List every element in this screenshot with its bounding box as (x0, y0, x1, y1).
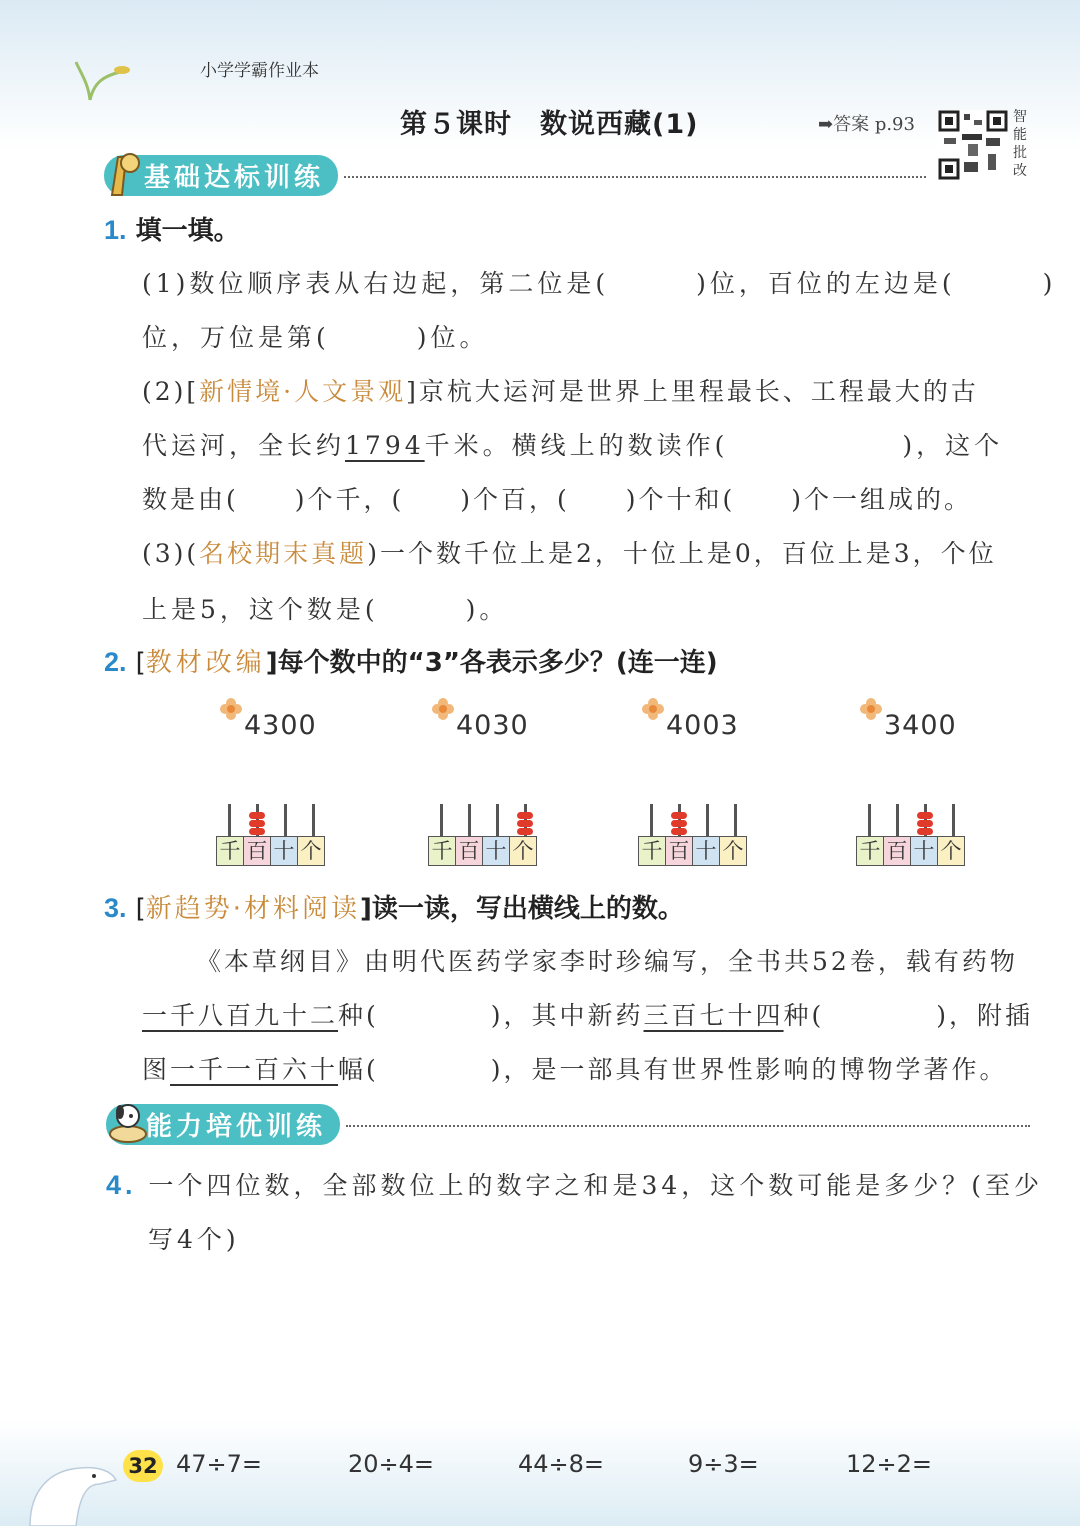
abacus-rods (428, 804, 540, 836)
calc-item: 47÷7= (176, 1450, 263, 1478)
goose-icon (20, 1440, 120, 1526)
smart-char: 改 (1013, 163, 1027, 179)
q1-part3-text: )一个数千位上是2，十位上是0，百位上是3，个位 (367, 539, 997, 568)
abacus-bead (249, 828, 265, 835)
underlined-text: 一千八百九十二 (142, 1001, 339, 1030)
q4-line1 (106, 1166, 1043, 1202)
tag-new-scenario: 新情境·人文景观 (199, 377, 407, 406)
abacus[interactable] (216, 804, 328, 866)
smart-char: 批 (1013, 145, 1027, 161)
abacus-rod (312, 804, 315, 836)
abacus-bead (917, 820, 933, 827)
calc-item: 12÷2= (846, 1450, 933, 1478)
abacus[interactable] (856, 804, 968, 866)
abacus[interactable] (638, 804, 750, 866)
pencil-icon (104, 151, 144, 197)
abacus-rod (952, 804, 955, 836)
divider (344, 176, 926, 178)
q4-number: 4. (106, 1170, 137, 1200)
text: 种( )，其中新药 (338, 1001, 644, 1030)
place-label: 百 (244, 837, 271, 865)
place-label: 十 (693, 837, 720, 865)
q2-heading (104, 642, 718, 679)
tag-reading: 新趋势·材料阅读 (145, 894, 361, 924)
q4-text: 一个四位数，全部数位上的数字之和是34，这个数可能是多少？(至少 (148, 1171, 1044, 1200)
text: 代运河，全长约 (142, 431, 346, 460)
q2-number-item[interactable]: 4030 (456, 710, 529, 741)
abacus-place-labels (856, 836, 965, 866)
place-label: 个 (720, 837, 746, 865)
bracket: (3)( (142, 539, 200, 568)
abacus-rod (706, 804, 709, 836)
divider (346, 1125, 1030, 1127)
answer-reference (818, 110, 915, 136)
abacus-bead (249, 820, 265, 827)
q1-heading (104, 210, 240, 247)
bracket: (2)[ (142, 377, 200, 406)
section-banner-advanced (106, 1104, 1030, 1144)
q3-number: 3. (104, 893, 127, 923)
place-label: 个 (938, 837, 964, 865)
abacus-rod (734, 804, 737, 836)
abacus-rod (284, 804, 287, 836)
lesson-title: 第５课时 数说西藏(1) (400, 109, 699, 140)
abacus-rod (440, 804, 443, 836)
q3-heading (104, 888, 684, 925)
puppy-icon (106, 1100, 148, 1146)
flower-icon (220, 698, 242, 720)
tag-exam: 名校期末真题 (199, 539, 368, 568)
q2-number: 2. (104, 647, 127, 677)
calc-item: 44÷8= (518, 1450, 605, 1478)
smart-char: 能 (1013, 127, 1027, 143)
abacus-place-labels (638, 836, 747, 866)
q2-number-item[interactable]: 4003 (666, 710, 739, 741)
q3-line2 (142, 996, 1033, 1032)
section-title-basic: 基础达标训练 (104, 155, 338, 196)
abacus-bead (517, 828, 533, 835)
place-label: 千 (639, 837, 666, 865)
place-label: 千 (857, 837, 884, 865)
abacus-rods (638, 804, 750, 836)
q1-part1-line1: (1)数位顺序表从右边起，第二位是( )位，百位的左边是( ) (142, 269, 1057, 298)
place-label: 十 (483, 837, 510, 865)
page-number: 32 (123, 1450, 163, 1482)
answer-ref-text: 答案 p.93 (833, 114, 915, 135)
place-label: 十 (271, 837, 298, 865)
abacus-rod (468, 804, 471, 836)
place-label: 个 (510, 837, 536, 865)
place-label: 个 (298, 837, 324, 865)
place-label: 十 (911, 837, 938, 865)
q1-part3-line1 (142, 534, 997, 570)
q2-title: ]每个数中的“3”各表示多少？(连一连) (265, 648, 718, 678)
q2-number-item[interactable]: 4300 (244, 710, 317, 741)
calc-item: 9÷3= (688, 1450, 759, 1478)
abacus-rods (856, 804, 968, 836)
abacus-bead (671, 812, 687, 819)
q1-part2-line2 (142, 426, 1003, 462)
abacus-bead (917, 812, 933, 819)
place-label: 百 (456, 837, 483, 865)
q3-title: ]读一读，写出横线上的数。 (360, 894, 684, 924)
q3-line1: 《本草纲目》由明代医药学家李时珍编写，全书共52卷，载有药物 (196, 947, 1018, 976)
bracket: [ (135, 894, 146, 924)
abacus-rod (868, 804, 871, 836)
flower-icon (860, 698, 882, 720)
smart-grading-label (1013, 108, 1031, 180)
q4-line2: 写4个) (148, 1225, 240, 1254)
flower-icon (642, 698, 664, 720)
place-label: 千 (217, 837, 244, 865)
place-label: 百 (666, 837, 693, 865)
abacus-place-labels (428, 836, 537, 866)
underlined-number: 1794 (345, 431, 425, 460)
q1-part2-line3: 数是由( )个千，( )个百，( )个十和( )个一组成的。 (142, 485, 973, 514)
abacus-place-labels (216, 836, 325, 866)
abacus-rod (228, 804, 231, 836)
abacus-rods (216, 804, 328, 836)
place-label: 百 (884, 837, 911, 865)
tag-textbook: 教材改编 (145, 648, 266, 678)
q3-line3 (142, 1050, 1008, 1086)
q1-part2-line1 (142, 372, 979, 408)
q1-part2-text: ]京杭大运河是世界上里程最长、工程最大的古 (406, 377, 979, 406)
abacus-bead (517, 812, 533, 819)
abacus-rod (650, 804, 653, 836)
text: 图 (142, 1055, 171, 1084)
abacus-rod (896, 804, 899, 836)
arrow-icon: ➡ (818, 114, 834, 135)
text: 千米。横线上的数读作( )，这个 (424, 431, 1004, 460)
q1-title: 填一填。 (135, 216, 240, 246)
calc-item: 20÷4= (348, 1450, 435, 1478)
qr-code-icon[interactable] (938, 110, 1008, 180)
text: 种( )，附插 (783, 1001, 1034, 1030)
place-label: 千 (429, 837, 456, 865)
text: 幅( )，是一部具有世界性影响的博物学著作。 (338, 1055, 1008, 1084)
plant-icon (70, 52, 140, 102)
abacus-bead (671, 828, 687, 835)
bracket: [ (135, 648, 146, 678)
q1-number: 1. (104, 215, 127, 245)
q2-number-item[interactable]: 3400 (884, 710, 957, 741)
section-banner-basic (104, 155, 926, 195)
flower-icon (432, 698, 454, 720)
book-title: 小学学霸作业本 (200, 61, 319, 81)
abacus-bead (917, 828, 933, 835)
abacus-rod (496, 804, 499, 836)
smart-char: 智 (1013, 109, 1027, 125)
underlined-text: 三百七十四 (643, 1001, 784, 1030)
section-title-advanced: 能力培优训练 (106, 1104, 340, 1145)
underlined-text: 一千一百六十 (170, 1055, 339, 1084)
abacus-bead (671, 820, 687, 827)
abacus-bead (517, 820, 533, 827)
abacus[interactable] (428, 804, 540, 866)
q1-part3-line2: 上是5，这个数是( )。 (142, 595, 509, 624)
abacus-bead (249, 812, 265, 819)
q1-part1-line2: 位，万位是第( )位。 (142, 323, 489, 352)
